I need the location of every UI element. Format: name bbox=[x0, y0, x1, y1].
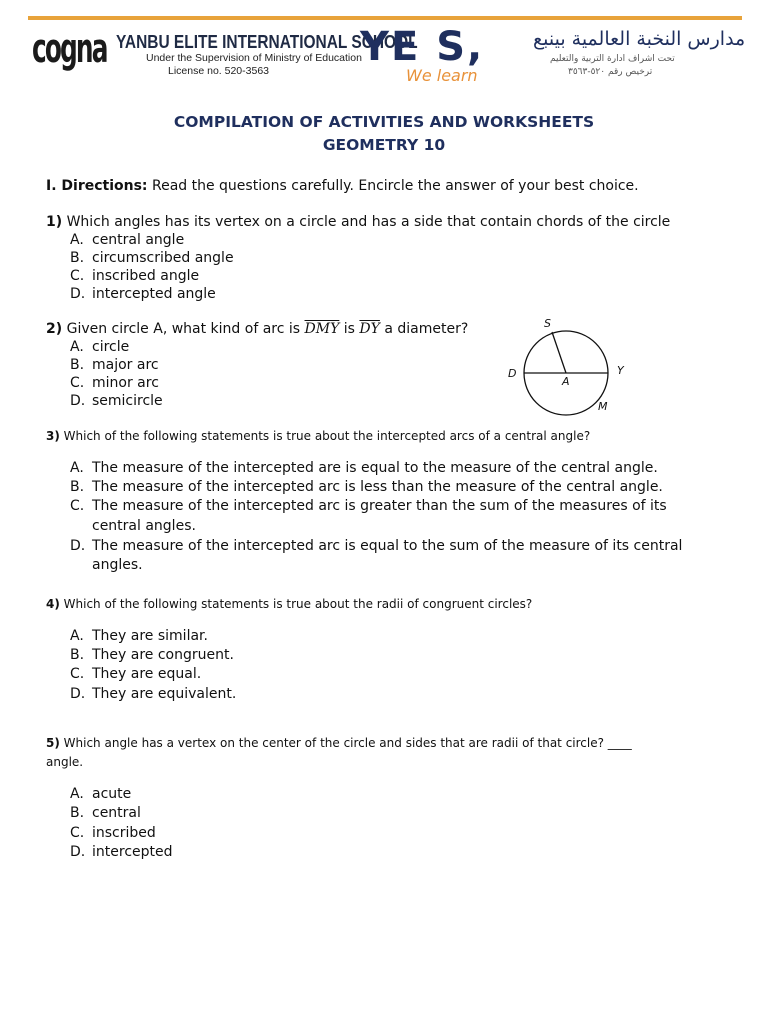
option-letter: C. bbox=[70, 666, 85, 682]
option-text: circumscribed angle bbox=[92, 250, 234, 266]
option-letter: C. bbox=[70, 375, 85, 391]
option-4a[interactable] bbox=[70, 628, 208, 644]
option-letter: D. bbox=[70, 538, 86, 554]
question-4 bbox=[46, 597, 532, 611]
option-text: acute bbox=[92, 786, 132, 802]
option-5d[interactable] bbox=[70, 844, 173, 860]
segment-dy: $\overline{DY}$ bbox=[359, 321, 380, 337]
arabic-supervision: تحت اشراف ادارة التربية والتعليم bbox=[550, 54, 675, 64]
option-letter: A. bbox=[70, 460, 84, 476]
option-3a[interactable] bbox=[70, 460, 658, 476]
option-2a[interactable] bbox=[70, 339, 129, 355]
question-text: Which of the following statements is true about the intercepted arcs of a central angle? bbox=[59, 429, 591, 443]
tagline: We learn bbox=[406, 66, 478, 85]
option-text: They are equivalent. bbox=[92, 686, 237, 702]
option-text: They are similar. bbox=[92, 628, 208, 644]
question-number: 3) bbox=[46, 429, 60, 443]
question-text: Given circle A, what kind of arc is bbox=[62, 321, 305, 337]
option-text: circle bbox=[92, 339, 130, 355]
option-text: They are equal. bbox=[92, 666, 202, 682]
option-1d[interactable] bbox=[70, 286, 216, 302]
option-text: intercepted angle bbox=[92, 286, 216, 302]
question-5-continued: angle. bbox=[46, 755, 84, 769]
page-title: COMPILATION OF ACTIVITIES AND WORKSHEETS bbox=[173, 113, 595, 131]
label-y: Y bbox=[617, 364, 624, 377]
option-5b[interactable] bbox=[70, 805, 141, 821]
option-letter: C. bbox=[70, 268, 85, 284]
option-letter: A. bbox=[70, 339, 84, 355]
option-letter: C. bbox=[70, 825, 85, 841]
option-text: inscribed bbox=[92, 825, 156, 841]
option-text: minor arc bbox=[92, 375, 159, 391]
option-1b[interactable] bbox=[70, 250, 234, 266]
option-3d-continued bbox=[92, 557, 143, 573]
option-letter: B. bbox=[70, 805, 85, 821]
directions-text: Read the questions carefully. Encircle the answer of your best choice. bbox=[147, 178, 639, 194]
option-text: intercepted bbox=[92, 844, 173, 860]
question-number: 1) bbox=[46, 214, 63, 230]
cogna-logo: cogna bbox=[32, 26, 107, 72]
option-2b[interactable] bbox=[70, 357, 159, 373]
question-3 bbox=[46, 429, 590, 443]
question-number: 2) bbox=[46, 321, 63, 337]
option-5c[interactable] bbox=[70, 825, 156, 841]
option-2d[interactable] bbox=[70, 393, 163, 409]
yes-logo: YE S, bbox=[360, 24, 485, 70]
option-letter: D. bbox=[70, 286, 86, 302]
option-letter: D. bbox=[70, 844, 86, 860]
option-letter: C. bbox=[70, 498, 85, 514]
option-3c[interactable] bbox=[70, 498, 667, 514]
supervision-text: Under the Supervision of Ministry of Education bbox=[146, 52, 362, 64]
question-number: 5) bbox=[46, 736, 60, 750]
directions bbox=[46, 178, 639, 194]
option-1a[interactable] bbox=[70, 232, 184, 248]
option-letter: A. bbox=[70, 232, 84, 248]
option-text: major arc bbox=[92, 357, 159, 373]
label-m: M bbox=[598, 400, 608, 413]
label-a: A bbox=[562, 375, 570, 388]
question-number: 4) bbox=[46, 597, 60, 611]
option-letter: B. bbox=[70, 479, 85, 495]
option-letter: B. bbox=[70, 250, 85, 266]
option-4d[interactable] bbox=[70, 686, 236, 702]
option-letter: D. bbox=[70, 393, 86, 409]
option-3c-continued bbox=[92, 518, 196, 534]
label-d: D bbox=[508, 367, 517, 380]
radius-as bbox=[552, 332, 566, 373]
option-3d[interactable] bbox=[70, 538, 682, 554]
option-text: inscribed angle bbox=[92, 268, 200, 284]
option-text: angles. bbox=[92, 557, 143, 573]
option-text: semicircle bbox=[92, 393, 163, 409]
arabic-school-name: مدارس النخبة العالمية بينبع bbox=[533, 28, 746, 50]
option-letter: D. bbox=[70, 686, 86, 702]
school-name: YANBU ELITE INTERNATIONAL SCHOOL bbox=[116, 32, 418, 52]
option-text: The measure of the intercepted arc is less than the measure of the central angle. bbox=[92, 479, 663, 495]
license-text: License no. 520-3563 bbox=[168, 65, 269, 77]
question-text: is bbox=[339, 321, 360, 337]
question-text: Which of the following statements is true about the radii of congruent circles? bbox=[59, 597, 533, 611]
label-s: S bbox=[544, 318, 551, 330]
question-2 bbox=[46, 321, 468, 337]
option-letter: A. bbox=[70, 786, 84, 802]
option-4b[interactable] bbox=[70, 647, 234, 663]
question-text: Which angle has a vertex on the center of the circle and sides that are radii of that circle? ____ bbox=[59, 736, 632, 750]
option-letter: B. bbox=[70, 357, 85, 373]
question-1 bbox=[46, 214, 670, 230]
option-2c[interactable] bbox=[70, 375, 159, 391]
option-text: central angle bbox=[92, 232, 185, 248]
option-5a[interactable] bbox=[70, 786, 131, 802]
school-header bbox=[28, 24, 746, 90]
option-letter: A. bbox=[70, 628, 84, 644]
question-text: a diameter? bbox=[379, 321, 469, 337]
option-1c[interactable] bbox=[70, 268, 199, 284]
option-text: central bbox=[92, 805, 141, 821]
question-text: Which angles has its vertex on a circle and has a side that contain chords of the circle bbox=[62, 214, 671, 230]
header-accent-bar bbox=[28, 16, 742, 20]
option-text: The measure of the intercepted arc is equal to the sum of the measure of its central bbox=[92, 538, 683, 554]
question-5 bbox=[46, 736, 632, 750]
option-4c[interactable] bbox=[70, 666, 201, 682]
arabic-license: ترخيص رقم ٥٢٠-٣٥٦٣ bbox=[568, 67, 653, 77]
option-text: The measure of the intercepted arc is greater than the sum of the measures of its bbox=[92, 498, 667, 514]
option-letter: B. bbox=[70, 647, 85, 663]
option-3b[interactable] bbox=[70, 479, 663, 495]
page-subtitle: GEOMETRY 10 bbox=[322, 136, 446, 154]
arc-dmy: $\overline{DMY}$ bbox=[304, 321, 340, 337]
option-text: The measure of the intercepted are is equal to the measure of the central angle. bbox=[92, 460, 658, 476]
directions-label: I. Directions: bbox=[46, 178, 148, 194]
option-text: They are congruent. bbox=[92, 647, 234, 663]
circle-diagram bbox=[504, 318, 634, 418]
option-text: central angles. bbox=[92, 518, 196, 534]
